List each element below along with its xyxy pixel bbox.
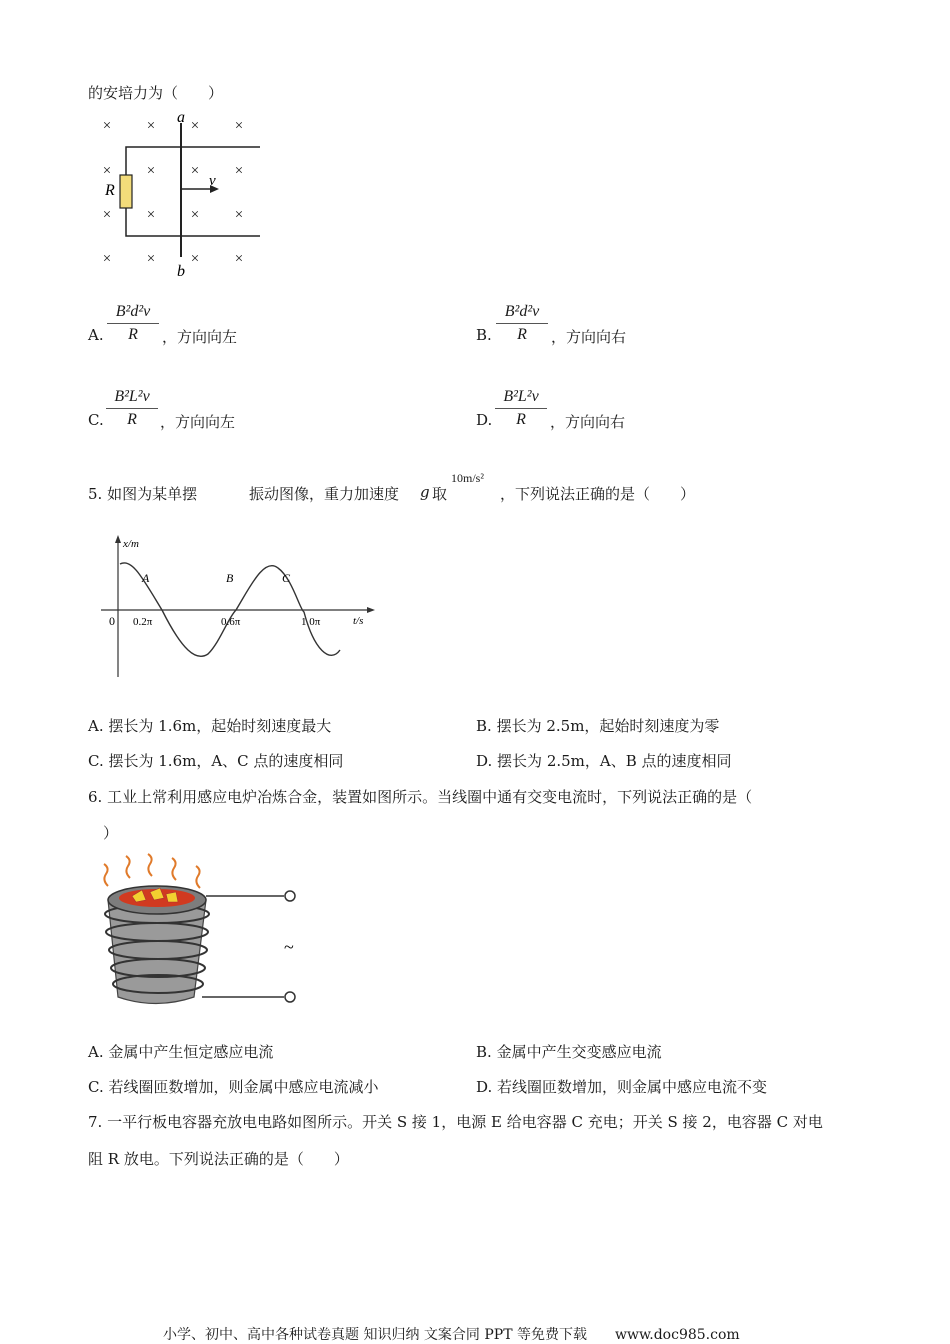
q5-qu: 取 — [432, 485, 448, 503]
q5-g-symbol: g — [420, 483, 430, 501]
field-cross: × — [146, 251, 156, 267]
field-cross: × — [234, 118, 244, 134]
q5-option-a[interactable]: A. 摆长为 1.6m，起始时刻速度最大 — [88, 717, 332, 735]
q5-stem-part2: 振动图像，重力加速度 — [249, 485, 400, 503]
q5-oscillation-graph — [96, 532, 386, 682]
q6-stem-line2: ） — [103, 824, 119, 842]
point-a-label: A — [142, 571, 150, 585]
field-cross: × — [190, 118, 200, 134]
q7-stem-line1: 7. 一平行板电容器充放电电路如图所示。开关 S 接 1，电源 E 给电容器 C 充电；开关 S 接 2，电容器 C 对电 — [88, 1113, 823, 1131]
page-footer: 小学、初中、高中各种试卷真题 知识归纳 文案合同 PPT 等免费下载 www.doc985.com — [163, 1327, 740, 1343]
q5-option-c[interactable]: C. 摆长为 1.6m，A、C 点的速度相同 — [88, 752, 344, 770]
q5-stem-part1: 5. 如图为某单摆 — [88, 485, 198, 503]
field-cross: × — [102, 207, 112, 223]
q4-option-b-letter[interactable]: B. — [476, 326, 492, 344]
field-cross: × — [234, 251, 244, 267]
label-R: R — [105, 182, 115, 199]
point-c-label: C — [282, 571, 291, 585]
q4-option-c-text: ，方向向左 — [160, 413, 236, 431]
q6-stem-line1: 6. 工业上常利用感应电炉冶炼合金，装置如图所示。当线圈中通有交变电流时，下列说法正确的是（ — [88, 788, 753, 806]
ac-symbol: ~ — [284, 937, 294, 957]
field-cross: × — [102, 118, 112, 134]
field-cross: × — [102, 163, 112, 179]
point-b-label: B — [226, 571, 234, 585]
q5-option-d[interactable]: D. 摆长为 2.5m，A、B 点的速度相同 — [476, 752, 732, 770]
q6-option-b[interactable]: B. 金属中产生交变感应电流 — [476, 1043, 662, 1061]
q5-stem-part3: ，下列说法正确的是（ ） — [500, 485, 696, 503]
field-cross: × — [190, 251, 200, 267]
field-cross: × — [146, 118, 156, 134]
q4-circuit-figure — [95, 105, 275, 285]
q6-option-a[interactable]: A. 金属中产生恒定感应电流 — [88, 1043, 274, 1061]
crucible — [108, 900, 206, 1004]
q4-option-c-letter[interactable]: C. — [88, 411, 104, 429]
terminal-bottom — [285, 992, 295, 1002]
field-cross: × — [146, 207, 156, 223]
origin-label: 0 — [109, 614, 115, 628]
q4-option-a-text: ，方向向左 — [162, 328, 238, 346]
tick-label: 1.0π — [301, 616, 321, 628]
x-axis-arrow-icon — [367, 607, 375, 613]
q4-stem-tail: 的安培力为（ ） — [88, 84, 224, 102]
q6-option-c[interactable]: C. 若线圈匝数增加，则金属中感应电流减小 — [88, 1078, 379, 1096]
field-cross: × — [190, 207, 200, 223]
label-v: v — [209, 173, 216, 189]
q4-option-a-fraction: B²d²v R — [103, 302, 163, 345]
q4-option-d-fraction: B²L²v R — [491, 387, 551, 430]
q4-option-d-letter[interactable]: D. — [476, 411, 493, 429]
terminal-top — [285, 891, 295, 901]
q6-option-d[interactable]: D. 若线圈匝数增加，则金属中感应电流不变 — [476, 1078, 768, 1096]
x-axis-label: t/s — [353, 615, 364, 627]
tick-label: 0.6π — [221, 616, 241, 628]
resistor — [120, 175, 132, 208]
q4-option-b-text: ，方向向右 — [551, 328, 627, 346]
q4-option-c-fraction: B²L²v R — [102, 387, 162, 430]
field-cross: × — [234, 163, 244, 179]
y-axis-arrow-icon — [115, 535, 121, 543]
q4-option-d-text: ，方向向右 — [550, 413, 626, 431]
q5-option-b[interactable]: B. 摆长为 2.5m，起始时刻速度为零 — [476, 717, 720, 735]
heat-waves-icon — [104, 854, 200, 888]
field-cross: × — [190, 163, 200, 179]
label-a: a — [177, 109, 185, 126]
q4-option-a-letter[interactable]: A. — [88, 326, 104, 344]
q5-g-value: 10m/s² — [451, 471, 484, 485]
field-cross: × — [146, 163, 156, 179]
field-cross: × — [102, 251, 112, 267]
y-axis-label: x/m — [123, 538, 139, 550]
tick-label: 0.2π — [133, 616, 153, 628]
field-cross: × — [234, 207, 244, 223]
q6-induction-furnace-figure — [98, 852, 308, 1012]
label-b: b — [177, 263, 185, 280]
q4-option-b-fraction: B²d²v R — [492, 302, 552, 345]
q7-stem-line2: 阻 R 放电。下列说法正确的是（ ） — [88, 1150, 349, 1168]
